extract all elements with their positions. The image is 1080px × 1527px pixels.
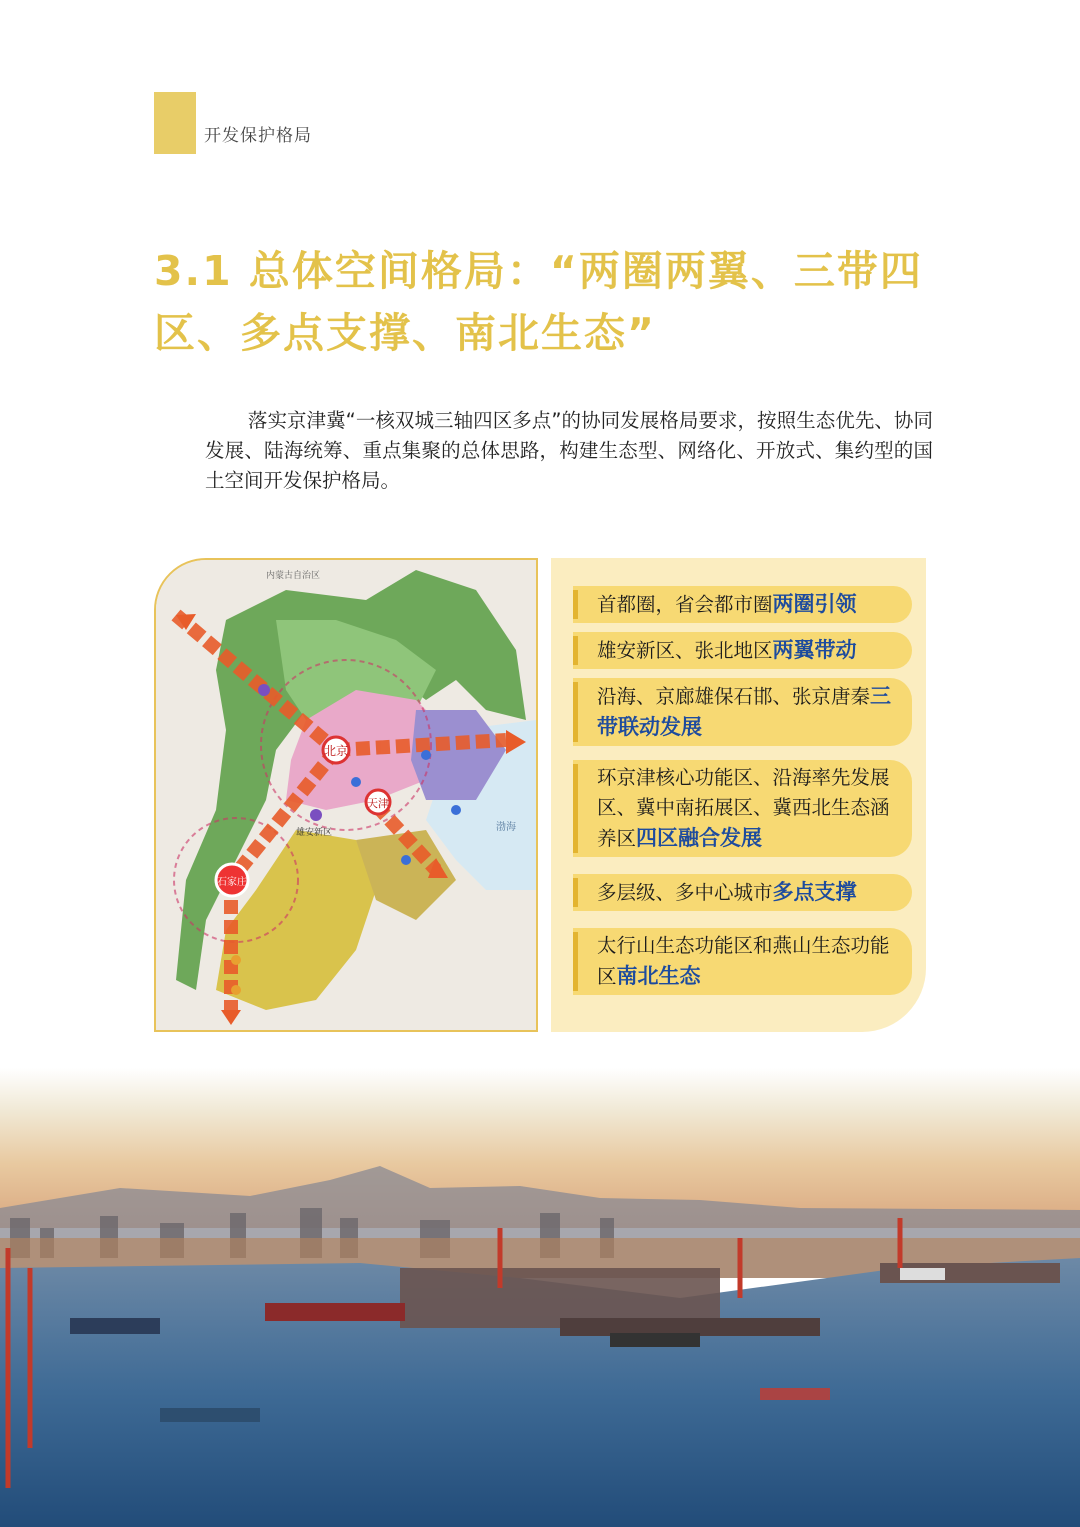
header-accent-bar bbox=[154, 92, 196, 154]
summary-highlight-1: 两圈引领 bbox=[772, 592, 857, 616]
summary-item-3 bbox=[573, 678, 912, 746]
summary-text-4: 环京津核心功能区、沿海率先发展区、冀中南拓展区、冀西北生态涵养区 bbox=[597, 766, 890, 850]
title-line-2: 区、多点支撑、南北生态” bbox=[154, 309, 656, 357]
summary-text-2: 雄安新区、张北地区 bbox=[597, 639, 773, 662]
summary-text-5: 多层级、多中心城市 bbox=[597, 881, 773, 904]
xiongan-marker bbox=[310, 809, 322, 821]
shijiazhuang-label: 石家庄 bbox=[217, 877, 247, 888]
summary-highlight-3: 三带联动发展 bbox=[597, 684, 892, 739]
summary-highlight-2: 两翼带动 bbox=[772, 638, 857, 662]
summary-text-6: 太行山生态功能区和燕山生态功能区 bbox=[597, 934, 890, 988]
summary-highlight-4: 四区融合发展 bbox=[636, 826, 763, 850]
tianjin-label: 天津 bbox=[367, 797, 389, 810]
port-illustration bbox=[0, 1068, 1080, 1527]
summary-highlight-6: 南北生态 bbox=[616, 964, 701, 988]
summary-item-6 bbox=[573, 928, 912, 995]
mongolia-label: 内蒙古自治区 bbox=[266, 571, 321, 581]
summary-item-5 bbox=[573, 874, 912, 911]
summary-item-1 bbox=[573, 586, 912, 623]
section-label: 开发保护格局 bbox=[204, 126, 312, 146]
sea-label: 渤海 bbox=[496, 822, 516, 833]
title-line-1: 3.1 总体空间格局：“两圈两翼、三带四 bbox=[154, 247, 923, 295]
page-title bbox=[154, 240, 954, 364]
summary-text-3: 沿海、京廊雄保石邯、张京唐秦 bbox=[597, 685, 871, 708]
beijing-label: 北京 bbox=[323, 744, 349, 758]
summary-item-4 bbox=[573, 760, 912, 857]
pattern-summary-panel bbox=[551, 558, 926, 1032]
summary-text-1: 首都圈，省会都市圈 bbox=[597, 593, 773, 616]
summary-item-2 bbox=[573, 632, 912, 669]
xiongan-label: 雄安新区 bbox=[296, 828, 333, 838]
spatial-pattern-map bbox=[154, 558, 538, 1032]
summary-highlight-5: 多点支撑 bbox=[772, 880, 857, 904]
map-graphic bbox=[156, 560, 536, 1030]
intro-paragraph: 落实京津冀“一核双城三轴四区多点”的协同发展格局要求，按照生态优先、协同发展、陆海统筹、重点集聚的总体思路，构建生态型、网络化、开放式、集约型的国土空间开发保护格局。 bbox=[205, 409, 933, 492]
port-photo bbox=[0, 1068, 1080, 1527]
